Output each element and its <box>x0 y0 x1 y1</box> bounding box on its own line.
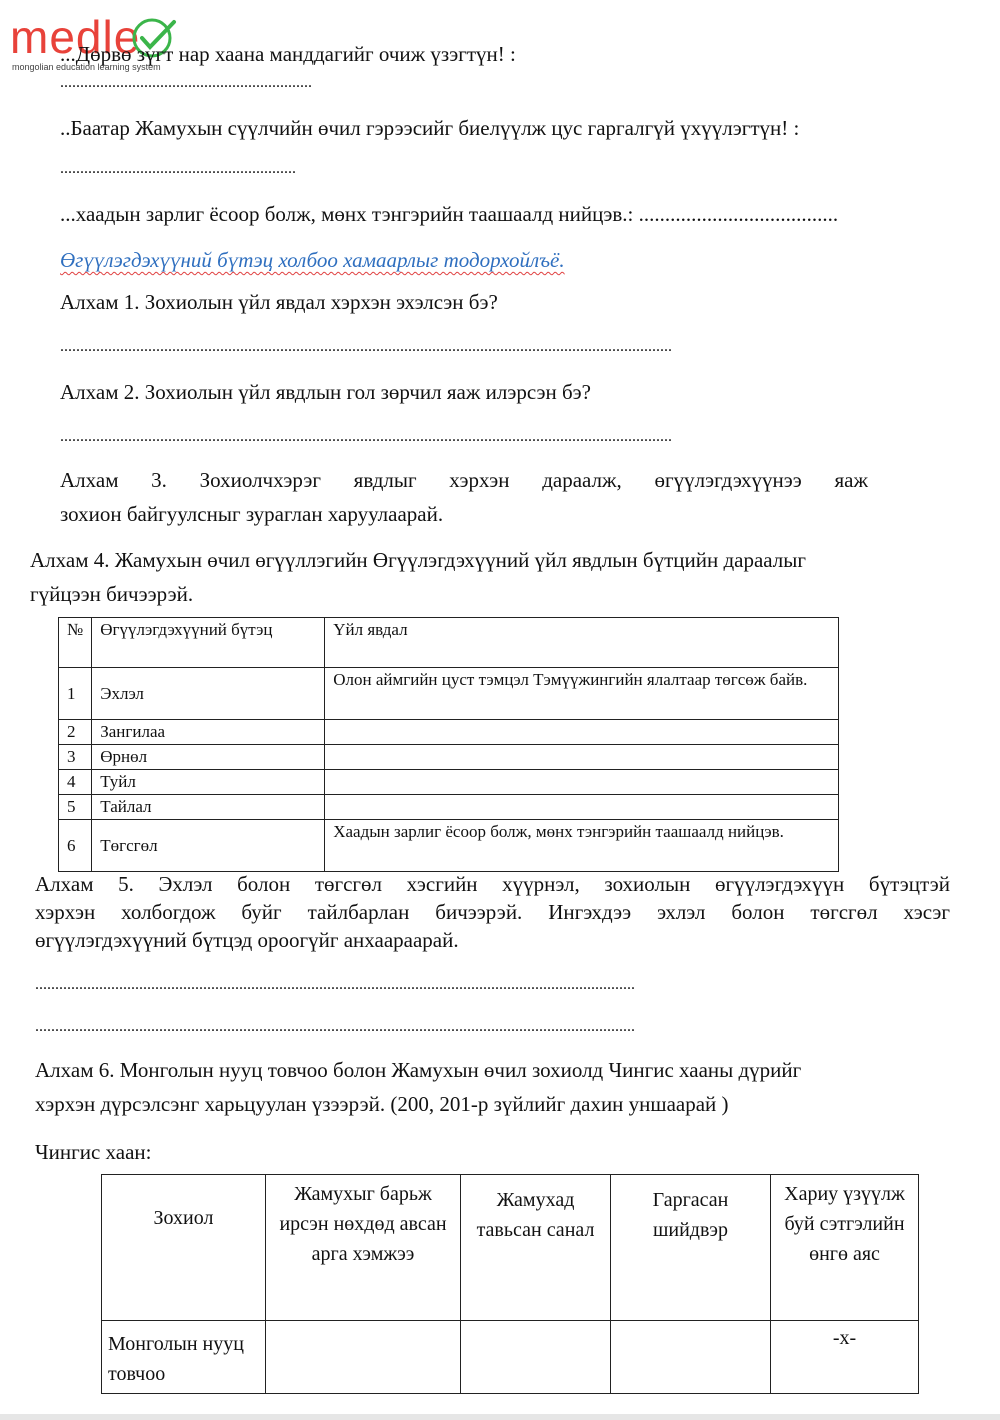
step-3-line-2: зохион байгуулсныг зураглан харуулаарай. <box>60 502 444 526</box>
header-num: № <box>59 618 92 668</box>
step-6-line-2: хэрхэн дүрсэлсэнг харьцуулан үзээрэй. (200, 201-р зүйлийг дахин уншаарай ) <box>35 1092 729 1116</box>
row-num: 4 <box>59 770 92 795</box>
table-row <box>59 720 839 745</box>
table-row <box>59 770 839 795</box>
step-5-answer-line-2: ...................................................................................................................................................... <box>35 1018 635 1035</box>
line-2: ..Баатар Жамухын сүүлчийн өчил гэрээсийг биелүүлж цус гаргалгүй үхүүлэгтүн! : <box>60 116 800 140</box>
answer-line-2: ........................................................... <box>60 160 296 177</box>
row-num: 1 <box>59 668 92 720</box>
row-num: 2 <box>59 720 92 745</box>
table-row <box>59 795 839 820</box>
header-decision: Гаргасан шийдвэр <box>611 1175 771 1321</box>
chinggis-label: Чингис хаан: <box>35 1140 152 1164</box>
row-part: Зангилаа <box>92 720 325 745</box>
step-5-line-1: Алхам 5. Эхлэл болон төгсгөл хэсгийн хүүрнэл, зохиолын өгүүлэгдэхүүн бүтэцтэй <box>35 872 950 896</box>
row-measures[interactable] <box>266 1321 461 1394</box>
structure-table <box>58 617 839 872</box>
row-tone: -х- <box>771 1321 919 1394</box>
step-4-line-2: гүйцээн бичээрэй. <box>30 582 194 606</box>
step-5-line-3: өгүүлэгдэхүүний бүтцэд ороогүйг анхаараарай. <box>35 928 459 952</box>
section-heading-text: Өгүүлэгдэхүүний бүтэц холбоо хамаарлыг тодорхойлъё. <box>60 248 565 272</box>
row-num: 5 <box>59 795 92 820</box>
row-part: Өрнөл <box>92 745 325 770</box>
line-1: ...Дөрвө зүгт нар хаана манддагийг очиж үзэгтүн! : <box>60 42 516 66</box>
step-5-answer-line-1: ...................................................................................................................................................... <box>35 976 635 993</box>
row-part: Туйл <box>92 770 325 795</box>
row-event[interactable] <box>325 720 839 745</box>
row-part: Тайлал <box>92 795 325 820</box>
header-structure: Өгүүлэгдэхүүний бүтэц <box>92 618 325 668</box>
step-4-line-1: Алхам 4. Жамухын өчил өгүүллэгийн Өгүүлэгдэхүүний үйл явдлын бүтцийн дараалыг <box>30 548 807 572</box>
header-event: Үйл явдал <box>325 618 839 668</box>
step-5-line-2: хэрхэн холбогдож буйг тайлбарлан бичээрэй. Ингэхдээ эхлэл болон төгсгөл хэсэг <box>35 900 950 924</box>
row-work: Монголын нууц товчоо <box>102 1321 266 1394</box>
step-2: Алхам 2. Зохиолын үйл явдлын гол зөрчил яаж илэрсэн бэ? <box>60 380 591 404</box>
step-3-line-1: Алхам 3. Зохиолчхэрэг явдлыг хэрхэн дараалж, өгүүлэгдэхүүнээ яаж <box>60 468 868 492</box>
step-1: Алхам 1. Зохиолын үйл явдал хэрхэн эхэлсэн бэ? <box>60 290 498 314</box>
row-decision[interactable] <box>611 1321 771 1394</box>
row-part: Төгсгөл <box>92 820 325 872</box>
row-event[interactable] <box>325 770 839 795</box>
step-1-answer-line: ......................................................................................................................................................... <box>60 338 672 355</box>
row-proposal[interactable] <box>461 1321 611 1394</box>
header-proposal: Жамухад тавьсан санал <box>461 1175 611 1321</box>
row-event[interactable] <box>325 745 839 770</box>
table-row <box>102 1321 919 1394</box>
row-event: Хаадын зарлиг ёсоор болж, мөнх тэнгэрийн таашаалд нийцэв. <box>325 820 839 872</box>
row-num: 3 <box>59 745 92 770</box>
logo-tagline: mongolian education learning system <box>12 62 161 72</box>
row-part: Эхлэл <box>92 668 325 720</box>
table-header-row <box>102 1175 919 1321</box>
section-heading <box>60 246 565 274</box>
step-6-line-1: Алхам 6. Монголын нууц товчоо болон Жамухын өчил зохиолд Чингис хааны дүрийг <box>35 1058 802 1082</box>
comparison-table <box>101 1174 919 1394</box>
header-work: Зохиол <box>102 1175 266 1321</box>
table-row <box>59 820 839 872</box>
step-2-answer-line: ......................................................................................................................................................... <box>60 428 672 445</box>
row-event[interactable] <box>325 795 839 820</box>
header-measures: Жамухыг барьж ирсэн нөхдөд авсан арга хэмжээ <box>266 1175 461 1321</box>
header-tone: Хариу үзүүлж буй сэтгэлийн өнгө аяс <box>771 1175 919 1321</box>
logo-wordmark: medle <box>10 11 141 63</box>
page-bottom-edge <box>0 1414 1000 1420</box>
row-event: Олон аймгийн цуст тэмцэл Тэмүүжингийн ялалтаар төгсөж байв. <box>325 668 839 720</box>
table-row <box>59 745 839 770</box>
table-header-row <box>59 618 839 668</box>
table-row <box>59 668 839 720</box>
row-num: 6 <box>59 820 92 872</box>
answer-line-1: ............................................................... <box>60 74 312 91</box>
line-3: ...хаадын зарлиг ёсоор болж, мөнх тэнгэрийн таашаалд нийцэв.: ...................................... <box>60 202 839 226</box>
